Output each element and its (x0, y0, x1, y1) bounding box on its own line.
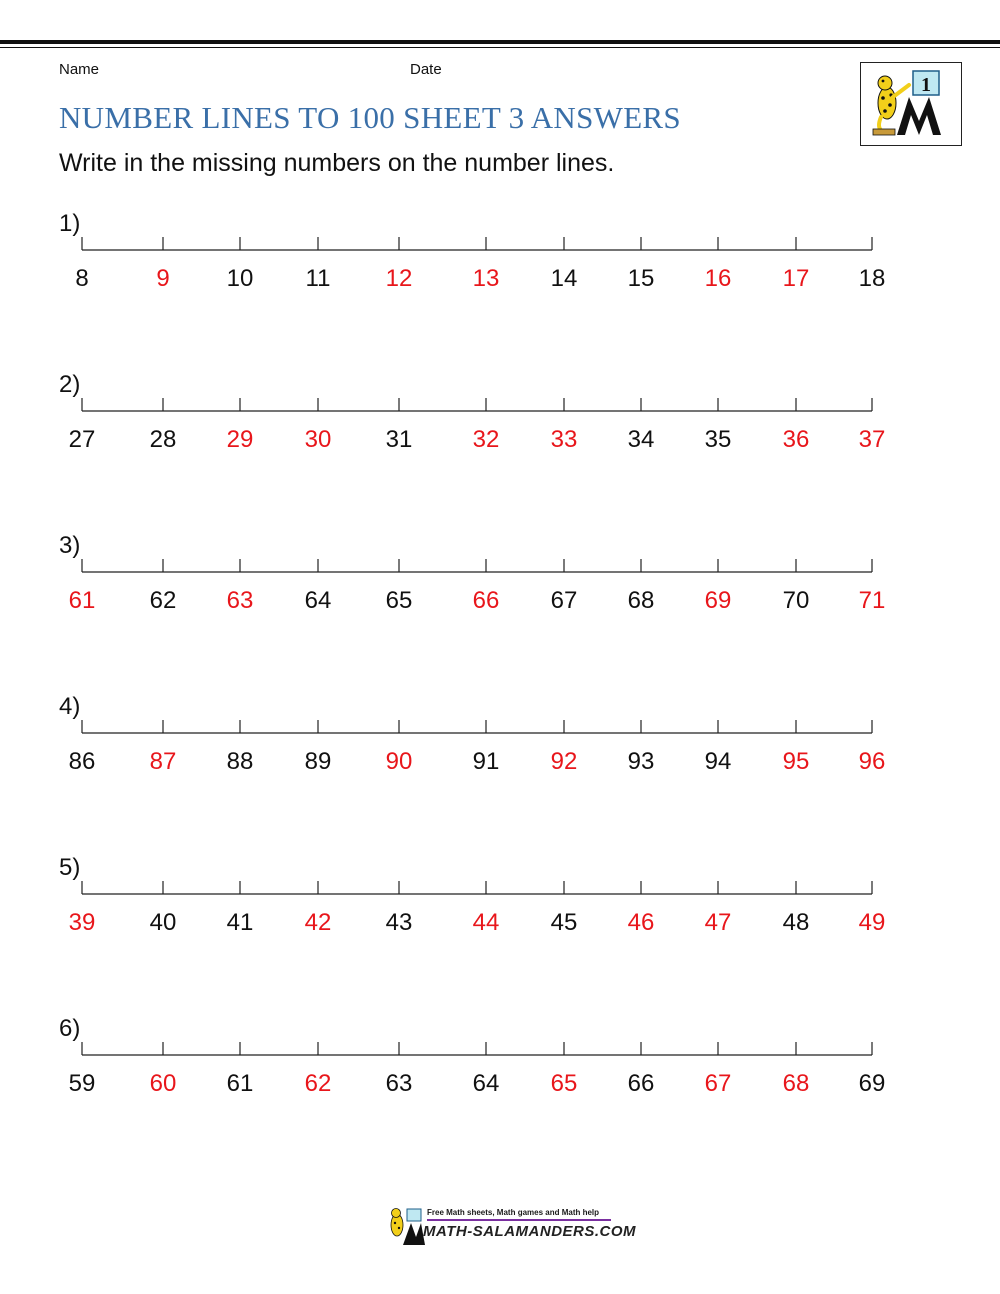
footer-site-link[interactable]: MATH-SALAMANDERS.COM (423, 1223, 637, 1240)
number-line (0, 693, 1000, 753)
number-line (0, 1015, 1000, 1075)
given-number: 34 (627, 426, 655, 453)
answer-number: 9 (156, 265, 170, 292)
answer-number: 32 (472, 426, 500, 453)
problem-label: 1) (59, 210, 81, 237)
number-line-problem-6 (0, 1015, 1000, 1135)
given-number: 31 (385, 426, 413, 453)
answer-number: 62 (304, 1070, 332, 1097)
answer-number: 67 (704, 1070, 732, 1097)
given-number: 65 (385, 587, 413, 614)
number-line-problem-2 (0, 371, 1000, 491)
given-number: 35 (704, 426, 732, 453)
answer-number: 71 (858, 587, 886, 614)
answer-number: 65 (550, 1070, 578, 1097)
given-number: 48 (782, 909, 810, 936)
answer-number: 39 (68, 909, 96, 936)
problem-label: 4) (59, 693, 81, 720)
number-line-problem-1 (0, 210, 1000, 330)
footer-tagline: Free Math sheets, Math games and Math help (427, 1208, 600, 1217)
salamander-logo-icon (861, 63, 961, 145)
page-title: NUMBER LINES TO 100 SHEET 3 ANSWERS (59, 100, 681, 135)
given-number: 70 (782, 587, 810, 614)
problem-label: 5) (59, 854, 81, 881)
answer-number: 36 (782, 426, 810, 453)
given-number: 45 (550, 909, 578, 936)
given-number: 27 (68, 426, 96, 453)
answer-number: 63 (226, 587, 254, 614)
given-number: 43 (385, 909, 413, 936)
given-number: 93 (627, 748, 655, 775)
answer-number: 47 (704, 909, 732, 936)
name-label: Name (59, 61, 100, 78)
number-line (0, 371, 1000, 431)
given-number: 63 (385, 1070, 413, 1097)
given-number: 91 (472, 748, 500, 775)
problem-label: 2) (59, 371, 81, 398)
math-salamanders-logo (860, 62, 962, 146)
header-rule-thin (0, 47, 1000, 48)
answer-number: 69 (704, 587, 732, 614)
number-line-problem-5 (0, 854, 1000, 974)
answer-number: 66 (472, 587, 500, 614)
date-label: Date (410, 61, 442, 78)
given-number: 41 (226, 909, 254, 936)
answer-number: 96 (858, 748, 886, 775)
answer-number: 42 (304, 909, 332, 936)
answer-number: 49 (858, 909, 886, 936)
given-number: 69 (858, 1070, 886, 1097)
given-number: 86 (68, 748, 96, 775)
answer-number: 92 (550, 748, 578, 775)
answer-number: 16 (704, 265, 732, 292)
given-number: 89 (304, 748, 332, 775)
number-line-problem-4 (0, 693, 1000, 813)
given-number: 66 (627, 1070, 655, 1097)
given-number: 59 (68, 1070, 96, 1097)
footer-branding (385, 1205, 637, 1247)
problem-label: 6) (59, 1015, 81, 1042)
answer-number: 61 (68, 587, 96, 614)
given-number: 64 (472, 1070, 500, 1097)
answer-number: 37 (858, 426, 886, 453)
answer-number: 29 (226, 426, 254, 453)
given-number: 64 (304, 587, 332, 614)
answer-number: 12 (385, 265, 413, 292)
given-number: 88 (226, 748, 254, 775)
given-number: 68 (627, 587, 655, 614)
given-number: 18 (858, 265, 886, 292)
given-number: 62 (149, 587, 177, 614)
problem-label: 3) (59, 532, 81, 559)
instruction-text: Write in the missing numbers on the number lines. (59, 149, 615, 177)
given-number: 40 (149, 909, 177, 936)
answer-number: 60 (149, 1070, 177, 1097)
answer-number: 13 (472, 265, 500, 292)
given-number: 94 (704, 748, 732, 775)
given-number: 67 (550, 587, 578, 614)
number-line-problem-3 (0, 532, 1000, 652)
given-number: 15 (627, 265, 655, 292)
answer-number: 30 (304, 426, 332, 453)
header-rule-thick (0, 40, 1000, 44)
answer-number: 17 (782, 265, 810, 292)
answer-number: 87 (149, 748, 177, 775)
answer-number: 44 (472, 909, 500, 936)
given-number: 10 (226, 265, 254, 292)
footer-salamander-icon (385, 1205, 425, 1247)
logo-grade: 1 (921, 74, 931, 96)
given-number: 61 (226, 1070, 254, 1097)
answer-number: 90 (385, 748, 413, 775)
answer-number: 46 (627, 909, 655, 936)
given-number: 11 (305, 265, 331, 292)
answer-number: 95 (782, 748, 810, 775)
number-line (0, 210, 1000, 270)
answer-number: 68 (782, 1070, 810, 1097)
answer-number: 33 (550, 426, 578, 453)
number-line (0, 854, 1000, 914)
given-number: 14 (550, 265, 578, 292)
number-line (0, 532, 1000, 592)
given-number: 8 (75, 265, 89, 292)
given-number: 28 (149, 426, 177, 453)
